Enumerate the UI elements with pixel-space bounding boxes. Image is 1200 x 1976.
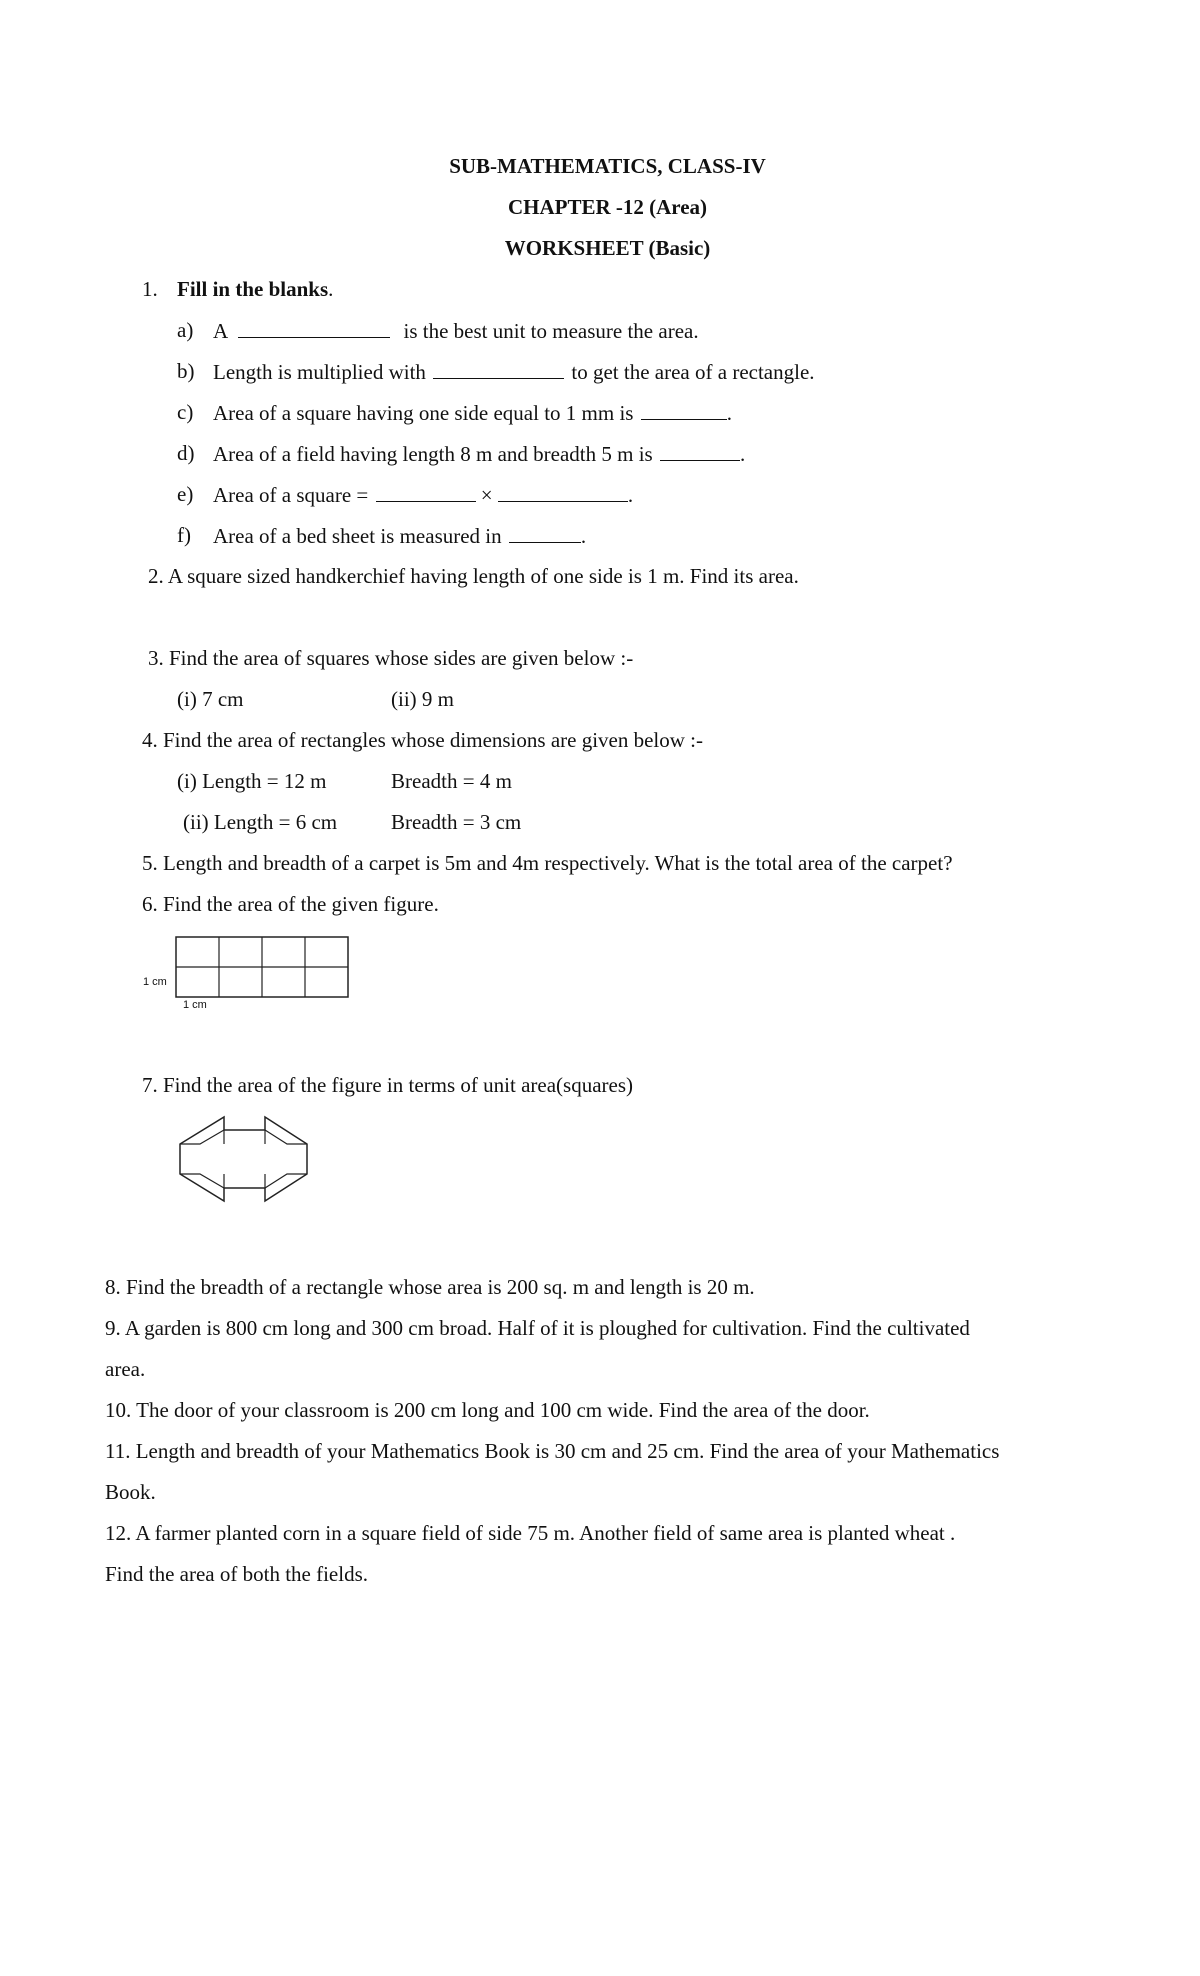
q1e-pre: Area of a square =	[213, 483, 369, 507]
question-4: 4. Find the area of rectangles whose dimensions are given below :-	[142, 728, 704, 752]
chapter-heading: CHAPTER -12 (Area)	[507, 195, 708, 219]
q1b-pre: Length is multiplied with	[213, 360, 426, 384]
q1a-post: is the best unit to measure the area.	[403, 319, 699, 343]
q1c-label: c)	[177, 400, 194, 424]
cross-inner-line	[265, 1130, 307, 1144]
grid-side-label: 1 cm	[143, 976, 167, 988]
q1f-text	[213, 525, 586, 547]
subject-heading: SUB-MATHEMATICS, CLASS-IV	[449, 154, 766, 178]
q1e-blank-2[interactable]	[498, 484, 628, 502]
q1c-text	[213, 402, 732, 424]
q1-title-text: Fill in the blanks	[177, 277, 329, 301]
grid-figure	[140, 935, 360, 1015]
q1c-post: .	[726, 401, 732, 425]
q1a-blank[interactable]	[238, 320, 390, 338]
q1e-text	[213, 484, 633, 506]
q1a-label: a)	[177, 318, 194, 342]
q1c-pre: Area of a square having one side equal to 1 mm is	[213, 401, 634, 425]
cross-inner-line	[265, 1174, 307, 1188]
grid-bottom-label: 1 cm	[183, 999, 207, 1011]
q1e-times: ×	[480, 483, 493, 507]
q1d-pre: Area of a field having length 8 m and breadth 5 m is	[213, 442, 653, 466]
q4-part-i-length: (i) Length = 12 m	[177, 769, 327, 793]
q1a-text	[213, 320, 699, 342]
q1b-blank[interactable]	[433, 361, 564, 379]
q1c-blank[interactable]	[641, 402, 727, 420]
q1b-text	[213, 361, 815, 383]
worksheet-heading: WORKSHEET (Basic)	[504, 236, 711, 260]
q1e-label: e)	[177, 482, 194, 506]
question-9-line-2: area.	[105, 1357, 146, 1381]
question-9-line-1: 9. A garden is 800 cm long and 300 cm broad. Half of it is ploughed for cultivation. Find the cultivated	[105, 1316, 970, 1340]
question-7: 7. Find the area of the figure in terms of unit area(squares)	[142, 1073, 633, 1097]
q1d-label: d)	[177, 441, 195, 465]
q1e-post: .	[627, 483, 634, 507]
q1d-text	[213, 443, 745, 465]
q1-title	[177, 279, 333, 300]
q1-number: 1.	[142, 277, 158, 301]
question-3: 3. Find the area of squares whose sides are given below :-	[148, 646, 634, 670]
cross-inner-line	[180, 1130, 224, 1144]
question-12-line-2: Find the area of both the fields.	[105, 1562, 369, 1586]
question-11-line-1: 11. Length and breadth of your Mathematics Book is 30 cm and 25 cm. Find the area of your Mathematics	[105, 1439, 1000, 1463]
q1b-label: b)	[177, 359, 195, 383]
cross-figure	[180, 1115, 340, 1205]
cross-outline	[180, 1117, 307, 1201]
q4-part-i-breadth: Breadth = 4 m	[391, 769, 512, 793]
question-2: 2. A square sized handkerchief having length of one side is 1 m. Find its area.	[148, 564, 799, 588]
q1b-post: to get the area of a rectangle.	[571, 360, 815, 384]
question-10: 10. The door of your classroom is 200 cm long and 100 cm wide. Find the area of the door.	[105, 1398, 870, 1422]
q1d-post: .	[739, 442, 746, 466]
q1d-blank[interactable]	[660, 443, 740, 461]
q1a-pre: A	[213, 319, 228, 343]
question-8: 8. Find the breadth of a rectangle whose area is 200 sq. m and length is 20 m.	[105, 1275, 755, 1299]
q1f-blank[interactable]	[509, 525, 581, 543]
q4-part-ii-breadth: Breadth = 3 cm	[391, 810, 522, 834]
q4-part-ii-length: (ii) Length = 6 cm	[183, 810, 338, 834]
question-11-line-2: Book.	[105, 1480, 156, 1504]
question-6: 6. Find the area of the given figure.	[142, 892, 439, 916]
q1f-post: .	[580, 524, 587, 548]
q3-part-ii: (ii) 9 m	[391, 687, 454, 711]
q1f-label: f)	[177, 523, 191, 547]
q1-title-end: .	[328, 277, 334, 301]
q1e-blank-1[interactable]	[376, 484, 476, 502]
question-12-line-1: 12. A farmer planted corn in a square field of side 75 m. Another field of same area is planted wheat .	[105, 1521, 956, 1545]
q1f-pre: Area of a bed sheet is measured in	[213, 524, 502, 548]
cross-inner-line	[180, 1174, 224, 1188]
q3-part-i: (i) 7 cm	[177, 687, 244, 711]
question-5: 5. Length and breadth of a carpet is 5m and 4m respectively. What is the total area of the carpet?	[142, 851, 953, 875]
